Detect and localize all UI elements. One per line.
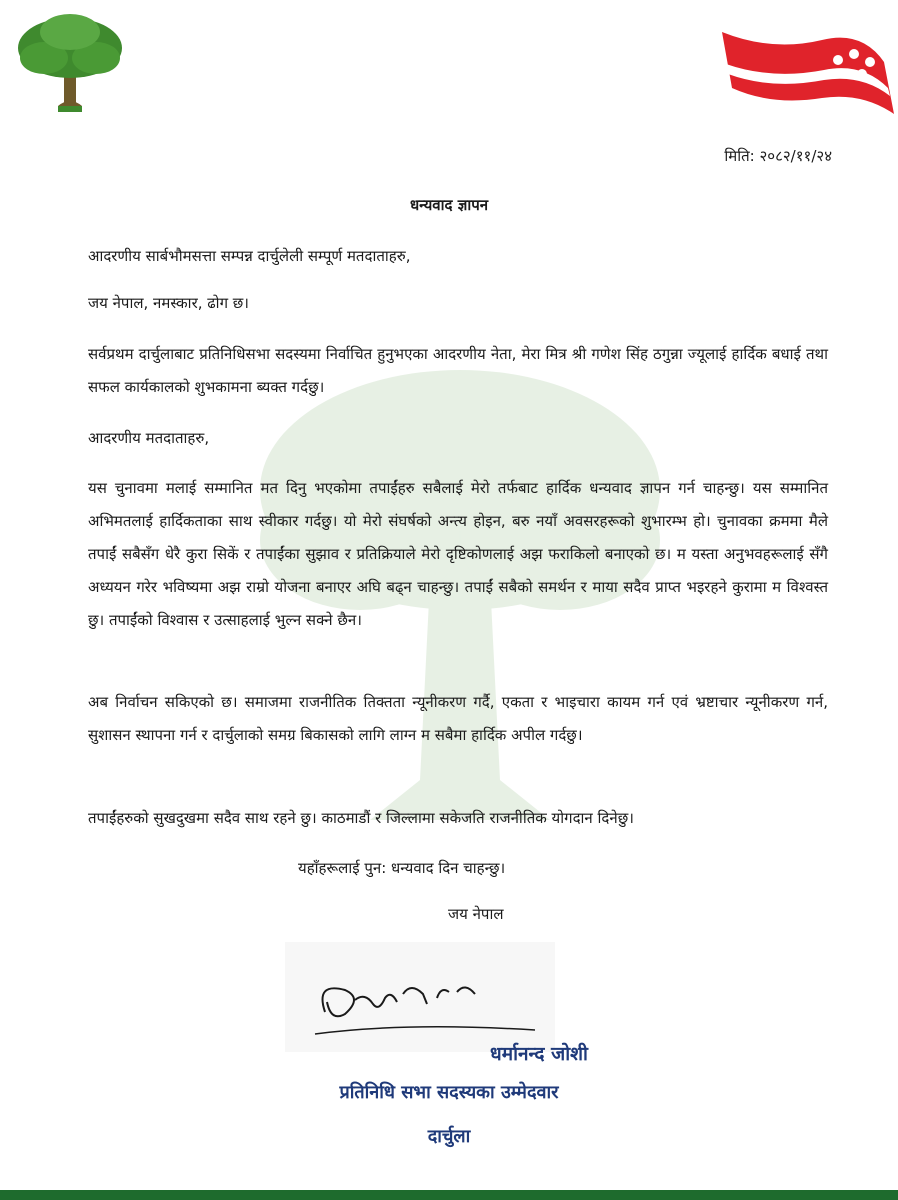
signatory-district: दार्चुला [427, 1126, 471, 1147]
paragraph-thanks: यस चुनावमा मलाई सम्मानित मत दिनु भएकोमा तपाईंहरु सबैलाई मेरो तर्फबाट हार्दिक धन्यवाद ज्ञापन गर्न चाहन्छु। यस सम्मानित अभिमतलाई हार्दिकताका साथ स्वीकार गर्दछु। यो मेरो संघर्षको अन्त्य होइन, बरु नयाँ अवसरहरूको शुभारम्भ हो। चुनावका क्रममा मैले तपाईं सबैसँग धेरै कुरा सिकें र तपाईंका सुझाव र प्रतिक्रियाले मेरो दृष्टिकोणलाई अझ फराकिलो बनाएको छ। म यस्ता अनुभवहरूलाई सँगै अध्ययन गरेर भविष्यमा अझ राम्रो योजना बनाएर अघि बढ्न चाहन्छु। तपाईं सबैको समर्थन र माया सदैव प्राप्त भइरहने कुरामा म विश्वस्त छु। तपाईंको विश्वास र उत्साहलाई भुल्न सक्ने छैन। [88, 479, 828, 629]
paragraph-congratulation: सर्वप्रथम दार्चुलाबाट प्रतिनिधिसभा सदस्यमा निर्वाचित हुनुभएका आदरणीय नेता, मेरा मित्र श्री गणेश सिंह ठगुन्ना ज्यूलाई हार्दिक बधाई तथा सफल कार्यकालको शुभकामना ब्यक्त गर्दछु। [88, 345, 828, 396]
footer-bar [0, 1190, 898, 1200]
closing: जय नेपाल [448, 905, 504, 923]
signatory-name: धर्मानन्द जोशी [490, 1043, 588, 1065]
paragraph-commitment: तपाईंहरुको सुखदुखमा सदैव साथ रहने छु। काठमाडौं र जिल्लामा सकेजति राजनीतिक योगदान दिनेछु। [88, 809, 634, 827]
thanks-again: यहाँहरूलाई पुन: धन्यवाद दिन चाहन्छु। [298, 859, 506, 877]
salutation: आदरणीय सार्बभौमसत्ता सम्पन्न दार्चुलेली सम्पूर्ण मतदाताहरु, [88, 247, 411, 265]
paragraph-appeal: अब निर्वाचन सकिएको छ। समाजमा राजनीतिक तिक्तता न्यूनीकरण गर्दै, एकता र भाइचारा कायम गर्न एवं भ्रष्टाचार न्यूनीकरण गर्न, सुशासन स्थापना गर्न र दार्चुलाको समग्र बिकासको लागि लाग्न म सबैमा हार्दिक अपील गर्दछु। [88, 693, 828, 744]
flag-logo-icon [712, 22, 894, 120]
greeting: जय नेपाल, नमस्कार, ढोग छ। [88, 294, 249, 312]
signatory-position: प्रतिनिधि सभा सदस्यका उम्मेदवार [339, 1082, 559, 1103]
address-voters: आदरणीय मतदाताहरु, [88, 429, 210, 447]
signature-icon [285, 942, 555, 1052]
letter-date: मिति: २०८२/११/२४ [724, 147, 832, 165]
letter-title: धन्यवाद ज्ञापन [409, 196, 489, 214]
tree-logo-icon [14, 10, 126, 118]
